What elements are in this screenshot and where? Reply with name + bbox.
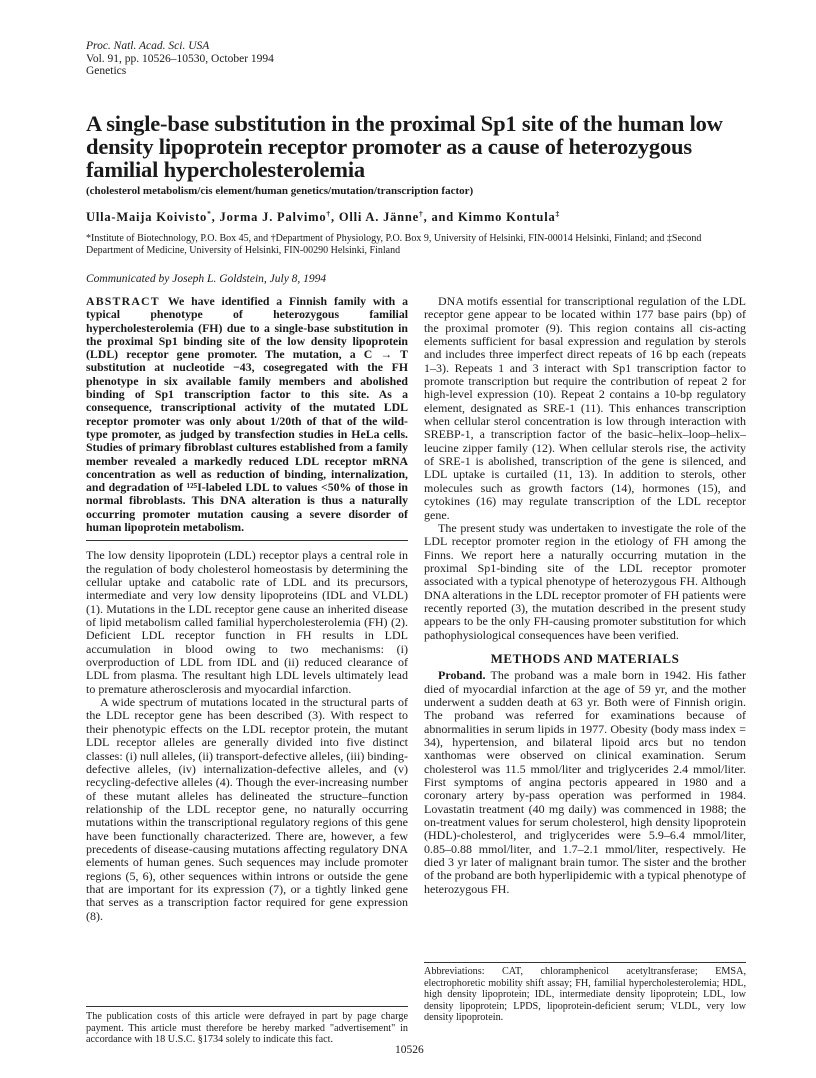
journal-header	[86, 40, 274, 78]
methods-text: The proband was a male born in 1942. His father died of myocardial infarction at the age of 59 yr, and the mother underwent a sudden death at 63 yr. Both were of Finnish origin. The proband was referred for examinations because of abnormalities in serum lipids in 1977. Obesity (body mass index = 34), hypertension, and bilateral lipoid arcs but no tendon xanthomas were observed on clinical examination. Serum cholesterol was 11.5 mmol/liter and triglycerides 2.4 mmol/liter. First symptoms of angina pectoris appeared in 1980 and a coronary artery by-pass operation was performed in 1984. Lovastatin treatment (40 mg daily) was commenced in 1988; the on-treatment values for serum cholesterol, high density lipoprotein (HDL)-cholesterol, and triglycerides were 5.9–6.4 mmol/liter, 0.85–0.88 mmol/liter, and 1.7–2.1 mmol/liter, respectively. He died 3 yr later of malignant brain tumor. The sister and the brother of the proband are both hyperlipidemic with a typical phenotype of heterozygous FH.	[424, 668, 746, 896]
abstract-label: ABSTRACT	[86, 294, 160, 308]
affiliation-mark: *	[207, 208, 212, 218]
intro-paragraph: A wide spectrum of mutations located in the structural parts of the LDL receptor gene has been described (3). With respect to their phenotypic effects on the LDL receptor protein, the mutant LDL receptor alleles are generally divided into five distinct classes: (i) null alleles, (ii) transport-defective alleles, (iii) binding-defective alleles, (iv) internalization-defective alleles, and (v) recycling-defective alleles (4). Though the ever-increasing number of these mutant alleles has delineated the structure–function relationship of the LDL receptor gene, no naturally occurring mutations within the transcriptional regulatory regions of this gene have been functionally characterized. There are, however, a few precedents of disease-causing mutations affecting regulatory DNA elements of human genes. Such sequences may include promoter regions (5, 6), other sequences within introns or outside the gene that are important for its expression (7), or a tightly linked gene that serves as a transcription factor required for gene expression (8).	[86, 695, 408, 923]
abstract	[86, 295, 408, 534]
runin-heading: Proband.	[438, 668, 486, 683]
footnote-text: The publication costs of this article were defrayed in part by page charge payment. This article must therefore be hereby marked "advertisement" in accordance with 18 U.S.C. §1734 solely to indicate this fact.	[86, 1011, 408, 1046]
author-name: Olli A. Jänne	[338, 210, 420, 224]
page-number: 10526	[395, 1044, 424, 1056]
journal-section: Genetics	[86, 65, 127, 77]
affiliations: *Institute of Biotechnology, P.O. Box 45, and †Department of Physiology, P.O. Box 9, University of Helsinki, FIN-00014 Helsinki, Finland; and ‡Second Department of Medicine, University of Helsinki, FIN-00290 Helsinki, Finland	[86, 233, 702, 256]
author-name: Jorma J. Palvimo	[219, 210, 327, 224]
abstract-divider	[86, 540, 408, 541]
methods-paragraph	[424, 669, 746, 896]
intro-paragraph: The low density lipoprotein (LDL) receptor plays a central role in the regulation of body cholesterol homeostasis by determining the cellular uptake and catabolic rate of LDL and its precursors, intermediate and very low density lipoproteins (IDL and VLDL) (1). Mutations in the LDL receptor gene cause an inherited disease of lipid metabolism called familial hypercholesterolemia (FH) (2). Deficient LDL receptor function in FH results in LDL accumulation in blood owing to two mechanisms: (i) overproduction of LDL from IDL and (ii) reduced clearance of LDL from plasma. The resultant high LDL levels ultimately lead to premature atherosclerosis and myocardial infarction.	[86, 548, 408, 696]
intro-paragraph: DNA motifs essential for transcriptional regulation of the LDL receptor gene appear to be located within 177 base pairs (bp) of the proximal promoter (9). This region contains all cis-acting elements sufficient for basal expression and regulation by sterols and includes three imperfect direct repeats of 16 bp each (repeats 1–3). Repeats 1 and 3 interact with Sp1 transcription factor to promote transcription but require the contribution of repeat 2 for high-level expression (10). Repeat 2 contains a 10-bp regulatory element, designated as SRE-1 (11). This enhances transcription when cellular sterol concentration is low through interaction with SREBP-1, a transcription factor of the basic–helix–loop–helix–leucine zipper family (12). When cellular sterols rise, the activity of SRE-1 is abolished, transcription of the gene is silenced, and LDL uptake is curtailed (11, 13). In addition to sterols, other molecules such as growth factors (14), hormones (15), and cytokines (16) may regulate transcription of the LDL receptor gene.	[424, 294, 746, 522]
affiliation-mark: †	[419, 208, 424, 218]
keywords: (cholesterol metabolism/cis element/human genetics/mutation/transcription factor)	[86, 185, 474, 197]
affiliation-mark: ‡	[555, 208, 561, 218]
left-column	[86, 295, 408, 923]
journal-name: Proc. Natl. Acad. Sci. USA	[86, 40, 210, 52]
communicated-by: Communicated by Joseph L. Goldstein, July 8, 1994	[86, 273, 327, 285]
section-heading: METHODS AND MATERIALS	[490, 650, 680, 666]
abbreviations-footnote	[424, 962, 746, 1024]
author-list: Ulla-Maija Koivisto*, Jorma J. Palvimo†, Olli A. Jänne†, and Kimmo Kontula‡	[86, 208, 561, 224]
author-name: Ulla-Maija Koivisto	[86, 210, 208, 224]
publication-footnote	[86, 1006, 408, 1046]
article-title: A single-base substitution in the proximal Sp1 site of the human low density lipoprotein receptor promoter as a cause of heterozygous familial hypercholesterolemia	[86, 111, 723, 182]
abbreviations-text: Abbreviations: CAT, chloramphenicol acetyltransferase; EMSA, electrophoretic mobility shift assay; FH, familial hypercholesterolemia; HDL, high density lipoprotein; IDL, intermediate density lipoprotein; LDL, low density lipoprotein; LPDS, lipoprotein-deficient serum; VLDL, very low density lipoprotein.	[424, 966, 746, 1024]
abbreviations-divider	[424, 962, 746, 963]
journal-volume: Vol. 91, pp. 10526–10530, October 1994	[86, 52, 274, 65]
abstract-text: We have identified a Finnish family with a typical phenotype of heterozygous familial hypercholesterolemia (FH) due to a single-base substitution in the proximal Sp1 binding site of the low density lipoprotein (LDL) receptor gene promoter. The mutation, a C → T substitution at nucleotide −43, cosegregated with the FH phenotype in six available family members and abolished binding of Sp1 transcription factor to this site. As a consequence, transcriptional activity of the mutated LDL receptor promoter was only about 1/20th of that of the wild-type promoter, as judged by transfection studies in HeLa cells. Studies of primary fibroblast cultures established from a family member revealed a markedly reduced LDL receptor mRNA concentration as well as reduction of binding, internalization, and degradation of ¹²⁵I-labeled LDL to values <50% of those in normal fibroblasts. This DNA alteration is thus a naturally occurring promoter mutation causing a severe disorder of human lipoprotein metabolism.	[86, 294, 408, 535]
footnote-divider	[86, 1006, 408, 1007]
intro-paragraph: The present study was undertaken to investigate the role of the LDL receptor promoter region in the etiology of FH among the Finns. We report here a naturally occurring mutation in the proximal Sp1-binding site of the LDL receptor promoter associated with a typical phenotype of heterozygous FH. Although DNA alterations in the LDL receptor promoter of FH patients were recently reported (3), the mutation described in the present study appears to be the only FH-causing promoter substitution for which pathophysiological consequences have been verified.	[424, 520, 746, 642]
affiliation-mark: †	[326, 208, 331, 218]
author-name: Kimmo Kontula	[457, 210, 556, 224]
right-column	[424, 295, 746, 896]
